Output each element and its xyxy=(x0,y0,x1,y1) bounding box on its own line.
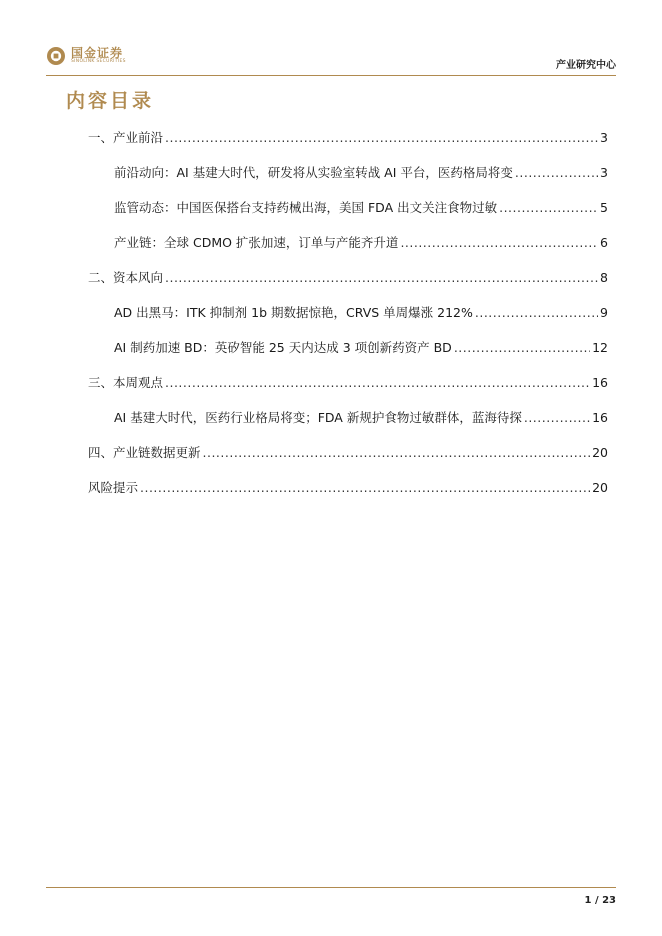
toc-leader-dots xyxy=(499,200,598,215)
toc-entry[interactable] xyxy=(88,128,608,152)
toc-entry-text: 监管动态：中国医保搭台支持药械出海，美国 FDA 出文关注食物过敏 xyxy=(114,200,498,215)
toc-entry-page: 16 xyxy=(592,410,608,425)
toc-entry[interactable] xyxy=(114,198,608,222)
toc-entry[interactable] xyxy=(88,373,608,397)
toc-leader-dots xyxy=(165,130,598,145)
toc-entry[interactable] xyxy=(114,408,608,432)
toc-leader-dots xyxy=(165,375,590,390)
toc-entry-text: AI 制药加速 BD：英矽智能 25 天内达成 3 项创新药资产 BD xyxy=(114,340,452,355)
toc-leader-dots xyxy=(203,445,591,460)
logo-emblem-icon xyxy=(46,46,66,66)
toc-leader-dots xyxy=(400,235,598,250)
toc-entry-page: 8 xyxy=(600,270,608,285)
toc-leader-dots xyxy=(454,340,590,355)
toc-leader-dots xyxy=(524,410,590,425)
toc-entry-text: 风险提示 xyxy=(88,480,139,495)
toc-entry-page: 16 xyxy=(592,375,608,390)
toc-entry-page: 5 xyxy=(600,200,608,215)
toc-leader-dots xyxy=(140,480,590,495)
page-indicator: 1 / 23 xyxy=(584,895,616,906)
toc-entry[interactable] xyxy=(114,303,608,327)
footer-divider xyxy=(46,887,616,888)
toc-entry[interactable] xyxy=(114,338,608,362)
toc-leader-dots xyxy=(475,305,598,320)
toc-title: 内容目录 xyxy=(66,90,155,112)
toc-entry-text: 四、产业链数据更新 xyxy=(88,445,201,460)
department-label: 产业研究中心 xyxy=(556,60,616,71)
toc-leader-dots xyxy=(165,270,598,285)
toc-entry[interactable] xyxy=(114,233,608,257)
toc-entry-text: 产业链：全球 CDMO 扩张加速，订单与产能齐升道 xyxy=(114,235,399,250)
logo-name-cn: 国金证券 xyxy=(71,46,124,61)
company-logo xyxy=(46,46,126,66)
toc-entry-page: 9 xyxy=(600,305,608,320)
toc-entry-page: 3 xyxy=(600,165,608,180)
toc-entry-text: 二、资本风向 xyxy=(88,270,164,285)
toc-entry-text: 三、本周观点 xyxy=(88,375,164,390)
toc-entry-text: AD 出黑马：ITK 抑制剂 1b 期数据惊艳，CRVS 单周爆涨 212% xyxy=(114,305,473,320)
toc-leader-dots xyxy=(515,165,598,180)
toc-entry-page: 20 xyxy=(592,445,608,460)
toc-entry-text: AI 基建大时代，医药行业格局将变；FDA 新规护食物过敏群体，蓝海待探 xyxy=(114,410,522,425)
page-header xyxy=(46,44,616,74)
toc-entry-page: 20 xyxy=(592,480,608,495)
toc-entry-text: 一、产业前沿 xyxy=(88,130,164,145)
toc-entry[interactable] xyxy=(88,478,608,502)
toc-entry-page: 3 xyxy=(600,130,608,145)
header-divider xyxy=(46,75,616,76)
toc-entry[interactable] xyxy=(114,163,608,187)
toc-entry-text: 前沿动向：AI 基建大时代，研发将从实验室转战 AI 平台，医药格局将变 xyxy=(114,165,513,180)
toc-entry[interactable] xyxy=(88,443,608,467)
toc-entry-page: 6 xyxy=(600,235,608,250)
toc-entry-page: 12 xyxy=(592,340,608,355)
toc-entry[interactable] xyxy=(88,268,608,292)
logo-name-en: SINOLINK SECURITIES xyxy=(71,59,126,65)
